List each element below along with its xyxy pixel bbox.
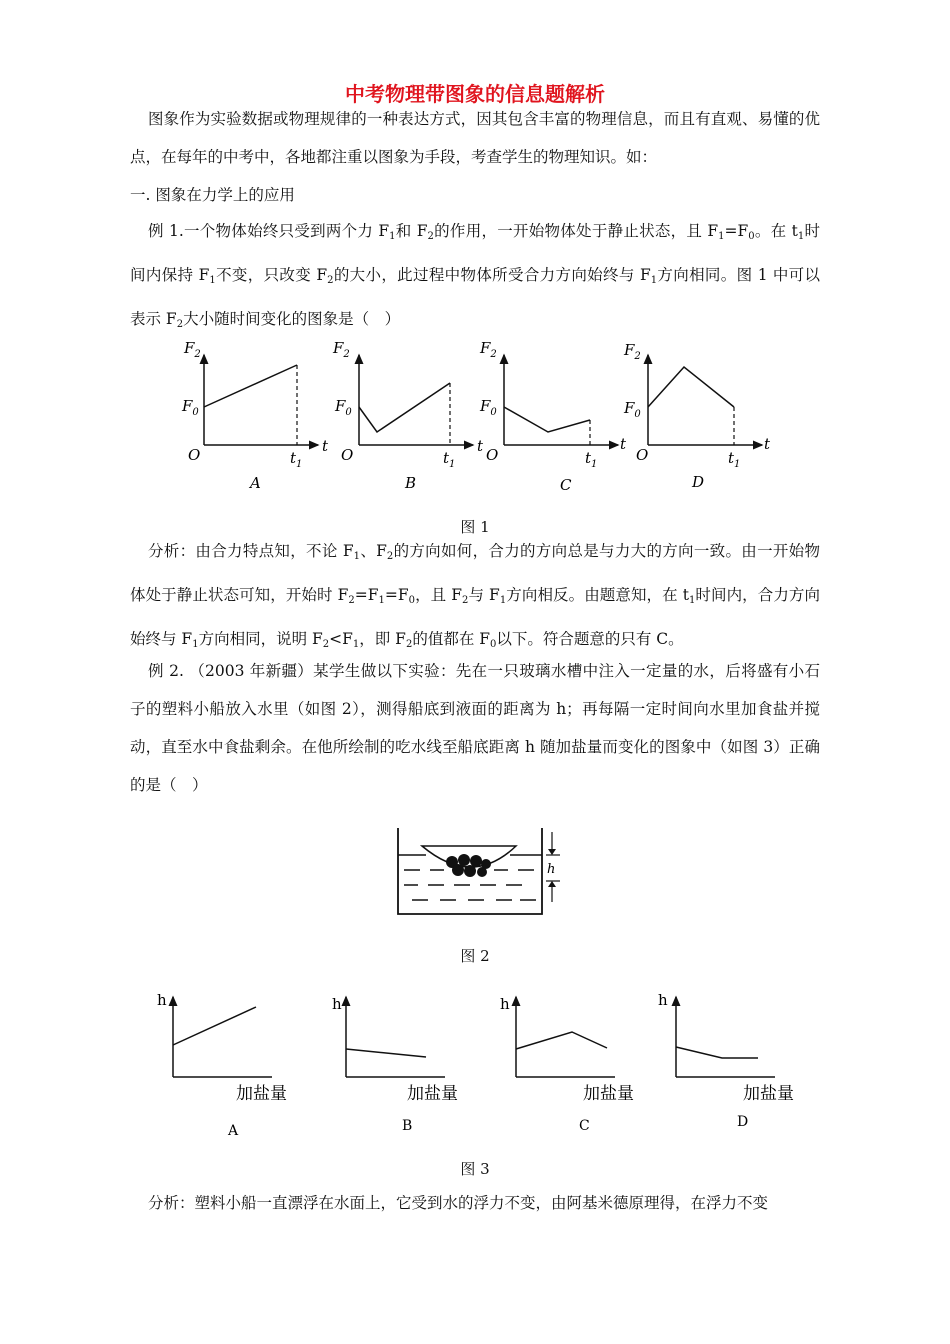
analysis1-paragraph: 分析：由合力特点知，不论 $F_1$、$F_2$的方向如何，合力的方向总是与力大的方向一致。由一开始物体处于静止状态可知，开始时 $F_2=F_1=F_0$，且 $F_2$与 $F_1$方向相反。由题意知，在 $t_1$时间内，合力方向始终与 $F_1$方向相同，说明 $F_2<F_1$，即 $F_2$的值都在 $F_0$以下。符合题意的只有 C。 [130, 542, 820, 650]
svg-text:加盐量: 加盐量 [236, 1084, 287, 1104]
svg-text:t: t [764, 435, 771, 453]
svg-text:F0: $F_0$ [480, 397, 497, 418]
svg-text:h: h [547, 862, 556, 877]
svg-text:h: h [500, 995, 510, 1013]
svg-text:O: O [636, 446, 649, 464]
fig3-graph-d [658, 991, 794, 1130]
figure-2 [390, 822, 570, 922]
figure-3-caption: 图 3 [460, 1160, 490, 1178]
svg-text:F0: $F_0$ [335, 397, 352, 418]
svg-text:t: t [322, 437, 329, 455]
fig3-option-b: B [402, 1118, 413, 1134]
svg-text:t: t [620, 435, 627, 453]
fig3-option-c: C [579, 1118, 590, 1134]
fig1-graph-b [332, 339, 484, 492]
svg-text:t: t [477, 437, 484, 455]
svg-text:O: O [486, 446, 499, 464]
figure-1-caption: 图 1 [460, 518, 490, 536]
figure-3 [150, 985, 810, 1145]
svg-text:h: h [658, 991, 668, 1009]
svg-text:F2: $F_2$ [333, 339, 350, 360]
fig3-option-d: D [737, 1114, 749, 1130]
svg-text:F2: $F_2$ [624, 341, 641, 362]
intro-paragraph: 图象作为实验数据或物理规律的一种表达方式，因其包含丰富的物理信息，而且有直观、易懂的优点，在每年的中考中，各地都注重以图象为手段，考查学生的物理知识。如： [130, 110, 820, 166]
fig1-graph-a [181, 339, 329, 492]
analysis2-paragraph: 分析：塑料小船一直漂浮在水面上，它受到水的浮力不变，由阿基米德原理得，在浮力不变 [148, 1194, 769, 1212]
fig1-option-a: A [250, 474, 261, 492]
fig1-option-c: C [560, 476, 572, 494]
figure-1 [170, 335, 790, 500]
svg-text:F2: $F_2$ [184, 339, 201, 360]
fig1-option-b: B [405, 474, 417, 492]
svg-text:t1: $t_1$ [443, 449, 456, 470]
fig1-graph-d [623, 341, 771, 491]
svg-text:F0: $F_0$ [624, 399, 641, 420]
svg-text:O: O [188, 446, 201, 464]
fig3-graph-c [500, 995, 634, 1134]
example2-paragraph: 例 2. （2003 年新疆）某学生做以下实验：先在一只玻璃水槽中注入一定量的水，后将盛有小石子的塑料小船放入水里（如图 2），测得船底到液面的距离为 h；再每隔一定时间向水里加食盐并搅动，直至水中食盐剩余。在他所绘制的吃水线至船底距离 h 随加盐量而变化的图象中（如图 3）正确的是（ ） [130, 662, 820, 794]
svg-text:h: h [157, 991, 167, 1009]
fig1-graph-c [479, 339, 627, 494]
svg-text:h: h [332, 995, 342, 1013]
svg-text:加盐量: 加盐量 [407, 1084, 458, 1104]
svg-text:t1: $t_1$ [290, 449, 303, 470]
figure-2-caption: 图 2 [460, 947, 490, 965]
svg-text:t1: $t_1$ [728, 449, 741, 470]
svg-text:F2: $F_2$ [480, 339, 497, 360]
svg-text:加盐量: 加盐量 [583, 1084, 634, 1104]
svg-text:O: O [341, 446, 354, 464]
fig3-graph-a [157, 991, 287, 1139]
fig3-graph-b [332, 995, 458, 1134]
page-title: 中考物理带图象的信息题解析 [345, 82, 605, 106]
svg-text:加盐量: 加盐量 [743, 1084, 794, 1104]
fig3-option-a: A [228, 1123, 239, 1139]
svg-text:F0: $F_0$ [182, 397, 199, 418]
section-heading: 一. 图象在力学上的应用 [130, 186, 295, 204]
svg-text:t1: $t_1$ [585, 449, 598, 470]
example1-paragraph: 例 1.一个物体始终只受到两个力 $F_1$和 $F_2$的作用，一开始物体处于静止状态，且 $F_1=F_0$。在 $t_1$时间内保持 $F_1$不变，只改变 $F_2$的大小，此过程中物体所受合力方向始终与 $F_1$方向相同。图 1 中可以表示 $F_2$大小随时间变化的图象是（ ） [130, 222, 821, 330]
fig1-option-d: D [692, 473, 705, 491]
